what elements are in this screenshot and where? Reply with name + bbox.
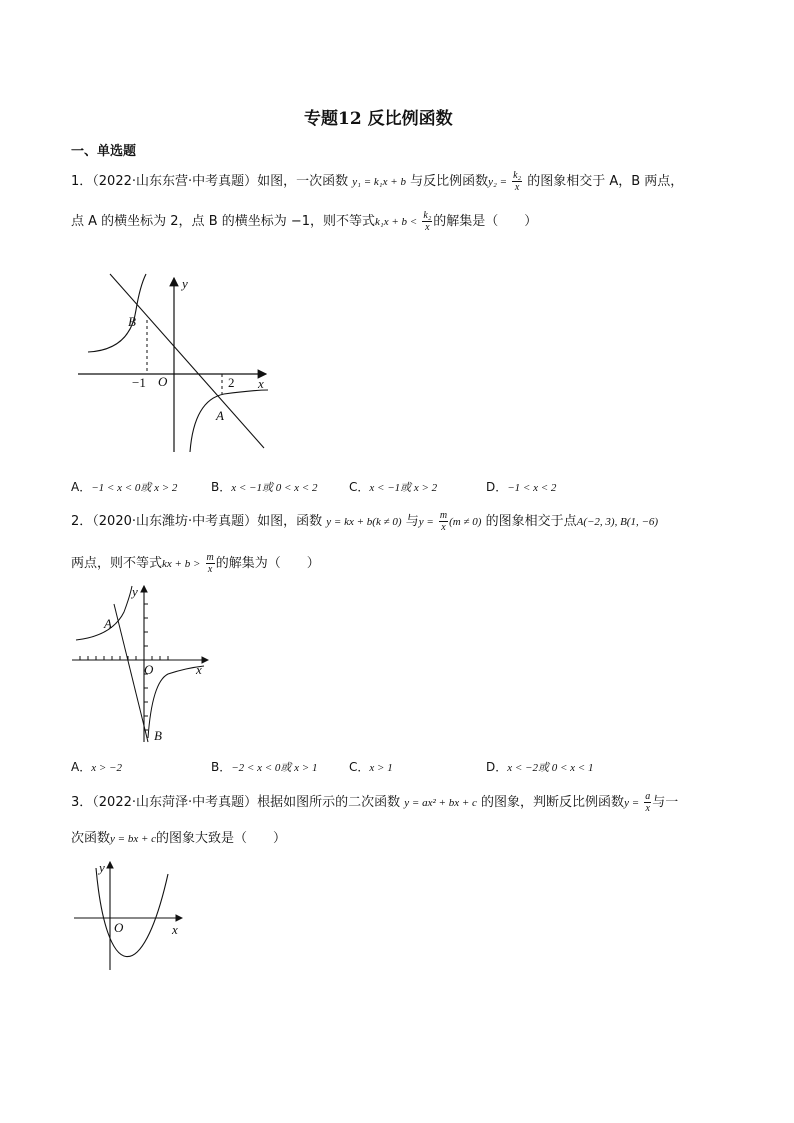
q3-parabola [96, 868, 168, 957]
q1-hyperbola-left-branch [88, 274, 146, 352]
q1-number: 1． [71, 174, 93, 189]
q2-inequality-fraction [206, 552, 215, 575]
page-title: 专题12 反比例函数 [304, 109, 453, 129]
q1-line2 [71, 210, 537, 233]
q2-label-x: x [196, 662, 202, 677]
q2-inverse-lhs: y = [418, 516, 434, 528]
q2-x-ticks [80, 656, 168, 660]
q3-label-origin: O [114, 920, 124, 935]
q2-text-a: 如图，函数 [257, 514, 323, 529]
option-letter: B． [211, 760, 232, 774]
option-text: x > −2 [91, 762, 122, 774]
q3-text-c: 与一 [652, 795, 679, 810]
q3-number: 3． [71, 795, 93, 810]
q1-text-a: 如图，一次函数 [257, 174, 349, 189]
q1-linear-function: y₁ = k₁x + b [352, 176, 406, 188]
q1-line2-a: 点 A 的横坐标为 2，点 B 的横坐标为 −1，则不等式 [71, 214, 376, 229]
q2-graph [68, 582, 218, 744]
option-letter: C． [349, 760, 370, 774]
q2-fraction-denominator: x [441, 522, 446, 533]
q2-line2-a: 两点，则不等式 [71, 556, 163, 571]
q2-inequality-numerator: m [206, 552, 214, 563]
q2-line2-b: 的解集为（ ） [215, 556, 320, 571]
q1-inequality-denominator: x [425, 222, 430, 233]
q1-text-b: 与反比例函数 [410, 174, 489, 189]
q1-label-x: x [258, 376, 264, 391]
q2-text-b: 与 [405, 514, 419, 529]
q2-label-y: y [132, 584, 138, 599]
q2-line1 [71, 510, 658, 533]
option-letter: B． [211, 480, 232, 494]
q2-points: A(−2, 3), B(1, −6) [576, 516, 659, 528]
q3-quadratic-function: y = ax² + bx + c [404, 797, 477, 809]
q3-graph [72, 860, 188, 972]
option-letter: A． [71, 480, 92, 494]
option-text: x < −2或 0 < x < 1 [507, 762, 594, 774]
section-heading: 一、单选题 [71, 144, 137, 159]
q1-label-origin: O [158, 374, 168, 389]
option-text: −1 < x < 2 [507, 482, 557, 494]
q1-inequality-numerator: k₂ [423, 210, 432, 221]
q1-inequality-lhs: k₁x + b < [375, 216, 418, 228]
q2-fraction-numerator: m [439, 510, 448, 521]
q1-text-c: 的图象相交于 A，B 两点， [527, 174, 684, 189]
q1-option-a[interactable] [71, 478, 177, 495]
q2-option-a[interactable] [71, 758, 122, 775]
q3-label-x: x [172, 922, 178, 937]
q2-number: 2． [71, 514, 93, 529]
q2-line2 [71, 552, 320, 575]
q1-inverse-lhs: y₂ = [488, 176, 507, 188]
q1-inverse-fraction [512, 170, 522, 193]
q3-line2-a: 次函数 [71, 831, 111, 846]
q1-inequality-fraction [422, 210, 432, 233]
option-text: −1 < x < 0或 x > 2 [91, 482, 178, 494]
q3-line2 [71, 829, 286, 849]
q3-linear-function: y = bx + c [110, 833, 157, 845]
q2-linear-line [114, 604, 148, 742]
q1-fraction-denominator: x [514, 182, 520, 193]
q2-option-b[interactable] [211, 758, 317, 775]
q1-label-y: y [182, 276, 188, 291]
option-letter: D． [486, 760, 508, 774]
q1-hyperbola-right-branch [190, 390, 268, 452]
q1-line2-b: 的解集是（ ） [433, 214, 538, 229]
q1-linear-line [110, 274, 264, 448]
q1-graph [74, 270, 274, 460]
q3-source: （2022·山东菏泽·中考真题） [92, 795, 258, 810]
q2-label-a: A [104, 616, 112, 631]
q1-line1 [71, 170, 683, 193]
q1-option-b[interactable] [211, 478, 317, 495]
q3-text-b: 的图象，判断反比例函数 [481, 795, 625, 810]
q3-text-a: 根据如图所示的二次函数 [257, 795, 401, 810]
q1-label-minus-one: −1 [132, 375, 146, 390]
q3-label-y: y [99, 860, 105, 875]
option-text: x < −1或 0 < x < 2 [231, 482, 318, 494]
q3-inverse-fraction [644, 791, 651, 814]
option-letter: A． [71, 760, 92, 774]
q2-inverse-condition: (m ≠ 0) [449, 516, 482, 528]
option-text: x > 1 [369, 762, 393, 774]
q1-source: （2022·山东东营·中考真题） [92, 174, 258, 189]
q2-label-b: B [154, 728, 162, 743]
q1-option-d[interactable] [486, 478, 556, 495]
q2-hyperbola-left-branch [76, 586, 132, 640]
q2-source: （2020·山东潍坊·中考真题） [92, 514, 258, 529]
q3-inverse-lhs: y = [624, 797, 640, 809]
option-text: −2 < x < 0或 x > 1 [231, 762, 318, 774]
option-letter: D． [486, 480, 508, 494]
q2-label-origin: O [144, 662, 154, 677]
q2-inequality-lhs: kx + b > [162, 558, 201, 570]
q2-linear-function: y = kx + b(k ≠ 0) [326, 516, 402, 528]
q1-fraction-numerator: k₂ [513, 170, 522, 181]
q3-line2-b: 的图象大致是（ ） [156, 831, 287, 846]
q1-label-two: 2 [228, 375, 235, 390]
q2-text-c: 的图象相交于点 [485, 514, 577, 529]
q1-label-a: A [216, 408, 224, 423]
q3-fraction-numerator: a [645, 791, 651, 802]
q3-fraction-denominator: x [645, 803, 650, 814]
option-text: x < −1或 x > 2 [369, 482, 438, 494]
q2-option-d[interactable] [486, 758, 593, 775]
q1-label-b: B [128, 314, 136, 329]
option-letter: C． [349, 480, 370, 494]
q2-option-c[interactable] [349, 758, 393, 775]
q2-inverse-fraction [439, 510, 448, 533]
q2-inequality-denominator: x [207, 564, 213, 575]
q1-option-c[interactable] [349, 478, 437, 495]
q3-line1 [71, 791, 678, 814]
